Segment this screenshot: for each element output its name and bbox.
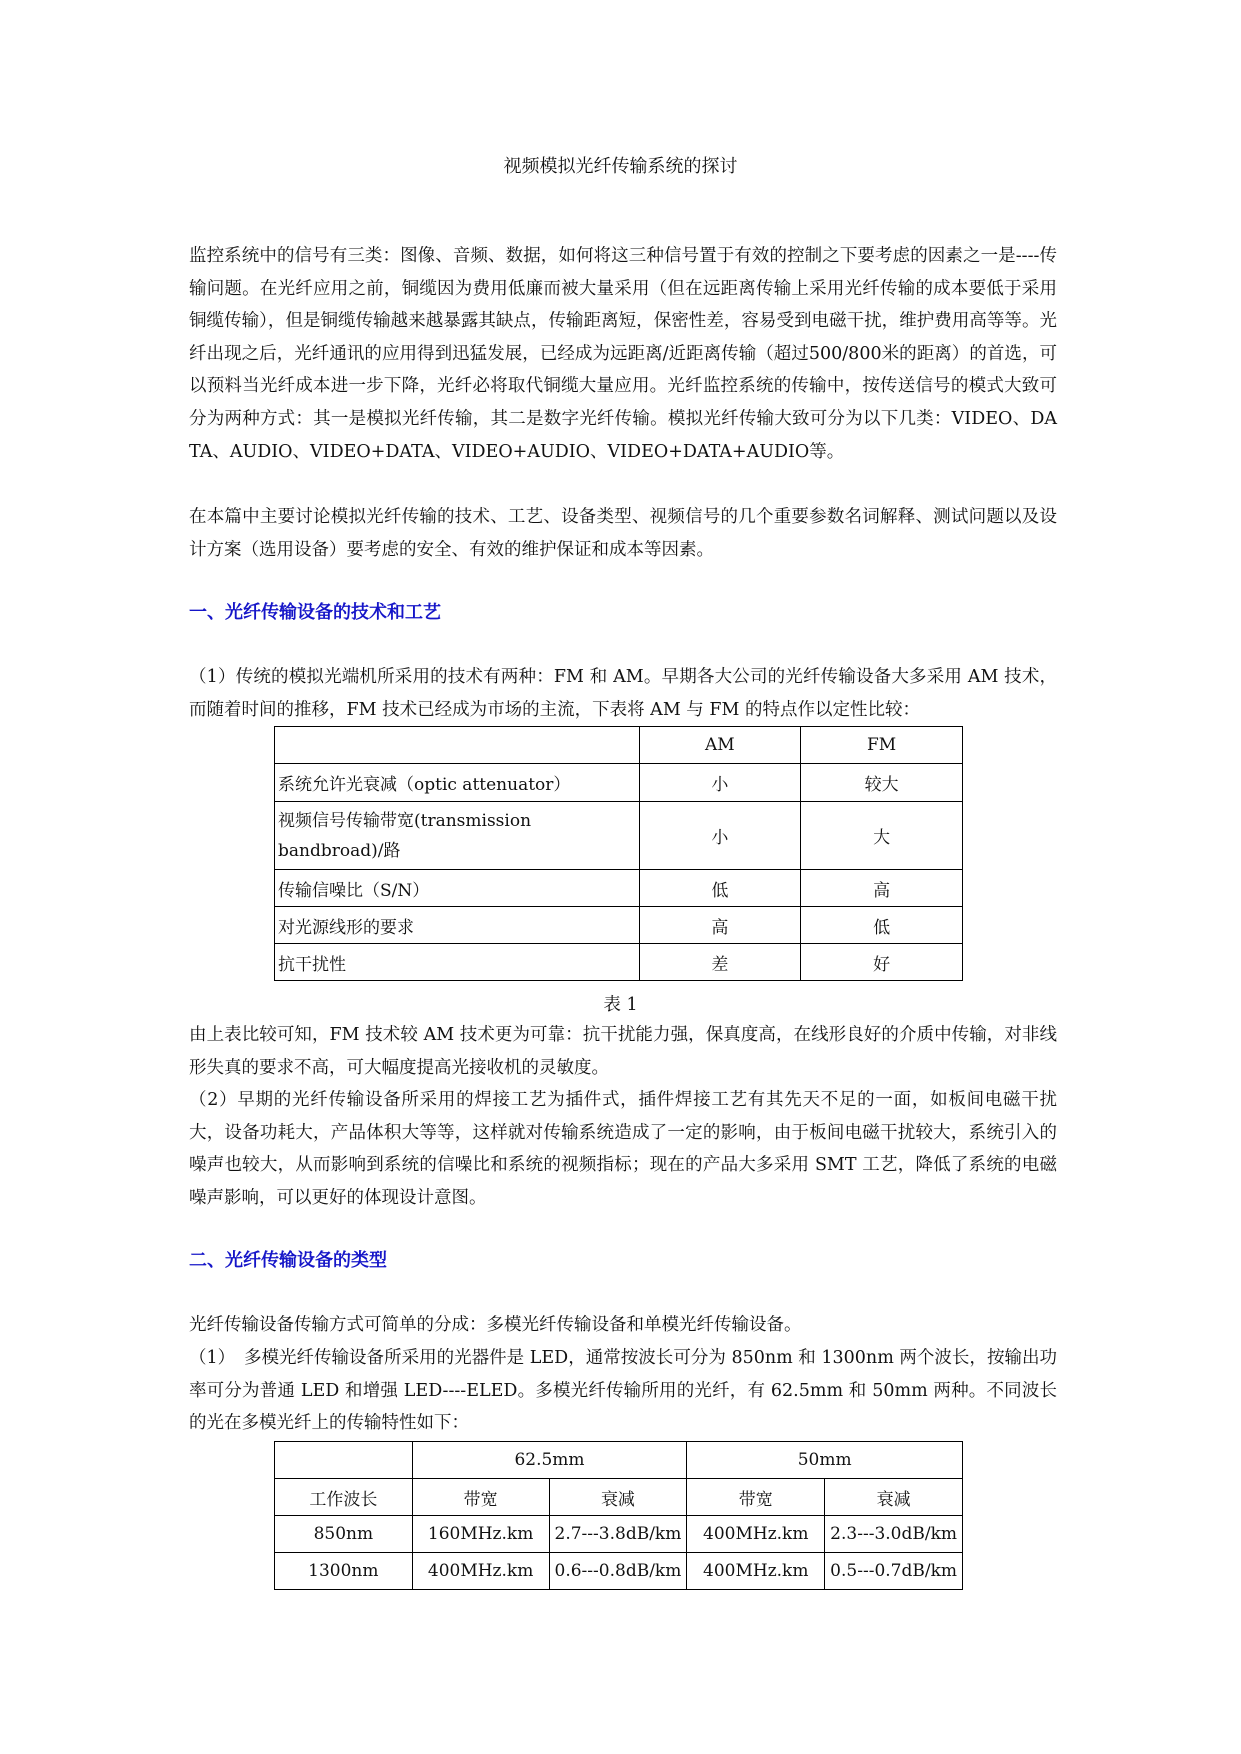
table-cell: 400MHz.km	[687, 1553, 825, 1590]
table-row	[275, 1553, 963, 1590]
table-cell: 400MHz.km	[412, 1553, 549, 1590]
section-2-paragraph-2: （1） 多模光纤传输设备所采用的光器件是 LED，通常按波长可分为 850nm 和 1300nm 两个波长，按输出功率可分为普通 LED 和增强 LED----ELED。多模光纤传输所用的光纤，有 62.5mm 和 50mm 两种。不同波长的光在多模光纤上的传输特性如下：	[189, 1348, 1057, 1434]
table-header-cell: 衰减	[549, 1479, 687, 1516]
table-header-cell	[275, 727, 640, 764]
table-cell: 低	[801, 907, 963, 944]
table-subheader-row	[275, 1479, 963, 1516]
table-cell: 160MHz.km	[412, 1516, 549, 1553]
table-cell: 高	[639, 907, 801, 944]
table-header-cell: 62.5mm	[412, 1442, 687, 1479]
table-cell: 0.5---0.7dB/km	[825, 1553, 963, 1590]
section-1-heading: 一、光纤传输设备的技术和工艺	[189, 602, 441, 623]
table-header-cell	[275, 1442, 413, 1479]
table-cell: 小	[639, 802, 801, 870]
table-cell: 视频信号传输带宽(transmission bandbroad)/路	[275, 802, 640, 870]
table-row	[275, 1516, 963, 1553]
table-header-cell: FM	[801, 727, 963, 764]
table-cell: 抗干扰性	[275, 944, 640, 981]
table-cell: 2.7---3.8dB/km	[549, 1516, 687, 1553]
table-cell: 高	[801, 870, 963, 907]
table-row	[275, 870, 963, 907]
table-cell: 传输信噪比（S/N）	[275, 870, 640, 907]
table-header-row	[275, 1442, 963, 1479]
intro-paragraph-1: 监控系统中的信号有三类：图像、音频、数据，如何将这三种信号置于有效的控制之下要考虑的因素之一是----传输问题。在光纤应用之前，铜缆因为费用低廉而被大量采用（但在远距离传输上采用光纤传输的成本要低于采用铜缆传输），但是铜缆传输越来越暴露其缺点，传输距离短，保密性差，容易受到电磁干扰，维护费用高等等。光纤出现之后，光纤通讯的应用得到迅猛发展，已经成为远距离/近距离传输（超过500/800米的距离）的首选，可以预料当光纤成本进一步下降，光纤必将取代铜缆大量应用。光纤监控系统的传输中，按传送信号的模式大致可分为两种方式：其一是模拟光纤传输，其二是数字光纤传输。模拟光纤传输大致可分为以下几类：VIDEO、DATA、AUDIO、VIDEO+DATA、VIDEO+AUDIO、VIDEO+DATA+AUDIO等。	[189, 246, 1057, 462]
table-header-cell: 带宽	[412, 1479, 549, 1516]
document-title: 视频模拟光纤传输系统的探讨	[503, 156, 738, 177]
table-cell: 系统允许光衰减（optic attenuator）	[275, 764, 640, 802]
table-row	[275, 944, 963, 981]
table-cell: 850nm	[275, 1516, 413, 1553]
table-header-cell: AM	[639, 727, 801, 764]
table-cell: 对光源线形的要求	[275, 907, 640, 944]
table-header-cell: 衰减	[825, 1479, 963, 1516]
table-cell: 低	[639, 870, 801, 907]
table-cell: 0.6---0.8dB/km	[549, 1553, 687, 1590]
section-1-paragraph-1: （1）传统的模拟光端机所采用的技术有两种：FM 和 AM。早期各大公司的光纤传输设备大多采用 AM 技术，而随着时间的推移，FM 技术已经成为市场的主流，下表将 AM 与 FM 的特点作以定性比较：	[189, 667, 1057, 720]
table-header-cell: 50mm	[687, 1442, 963, 1479]
section-1-paragraph-2: 由上表比较可知，FM 技术较 AM 技术更为可靠：抗干扰能力强，保真度高，在线形良好的介质中传输，对非线形失真的要求不高，可大幅度提高光接收机的灵敏度。	[189, 1025, 1057, 1078]
table-cell: 较大	[801, 764, 963, 802]
section-1-paragraph-3: （2）早期的光纤传输设备所采用的焊接工艺为插件式，插件焊接工艺有其先天不足的一面，如板间电磁干扰大，设备功耗大，产品体积大等等，这样就对传输系统造成了一定的影响，由于板间电磁干扰较大，系统引入的噪声也较大，从而影响到系统的信噪比和系统的视频指标；现在的产品大多采用 SMT 工艺，降低了系统的电磁噪声影响，可以更好的体现设计意图。	[189, 1090, 1057, 1208]
table-cell: 好	[801, 944, 963, 981]
table-row	[275, 802, 963, 870]
table-cell: 差	[639, 944, 801, 981]
table-cell: 大	[801, 802, 963, 870]
table-header-row	[275, 727, 963, 764]
intro-paragraph-2: 在本篇中主要讨论模拟光纤传输的技术、工艺、设备类型、视频信号的几个重要参数名词解释、测试问题以及设计方案（选用设备）要考虑的安全、有效的维护保证和成本等因素。	[189, 507, 1057, 560]
section-2-paragraph-1: 光纤传输设备传输方式可简单的分成：多模光纤传输设备和单模光纤传输设备。	[189, 1315, 802, 1335]
table-row	[275, 764, 963, 802]
table-1-caption: 表 1	[603, 995, 638, 1015]
table-cell: 小	[639, 764, 801, 802]
multimode-fiber-table	[274, 1441, 963, 1590]
am-fm-comparison-table	[274, 726, 963, 981]
table-cell: 2.3---3.0dB/km	[825, 1516, 963, 1553]
table-cell: 1300nm	[275, 1553, 413, 1590]
section-2-heading: 二、光纤传输设备的类型	[189, 1250, 387, 1271]
table-row	[275, 907, 963, 944]
table-header-cell: 工作波长	[275, 1479, 413, 1516]
table-cell: 400MHz.km	[687, 1516, 825, 1553]
table-header-cell: 带宽	[687, 1479, 825, 1516]
